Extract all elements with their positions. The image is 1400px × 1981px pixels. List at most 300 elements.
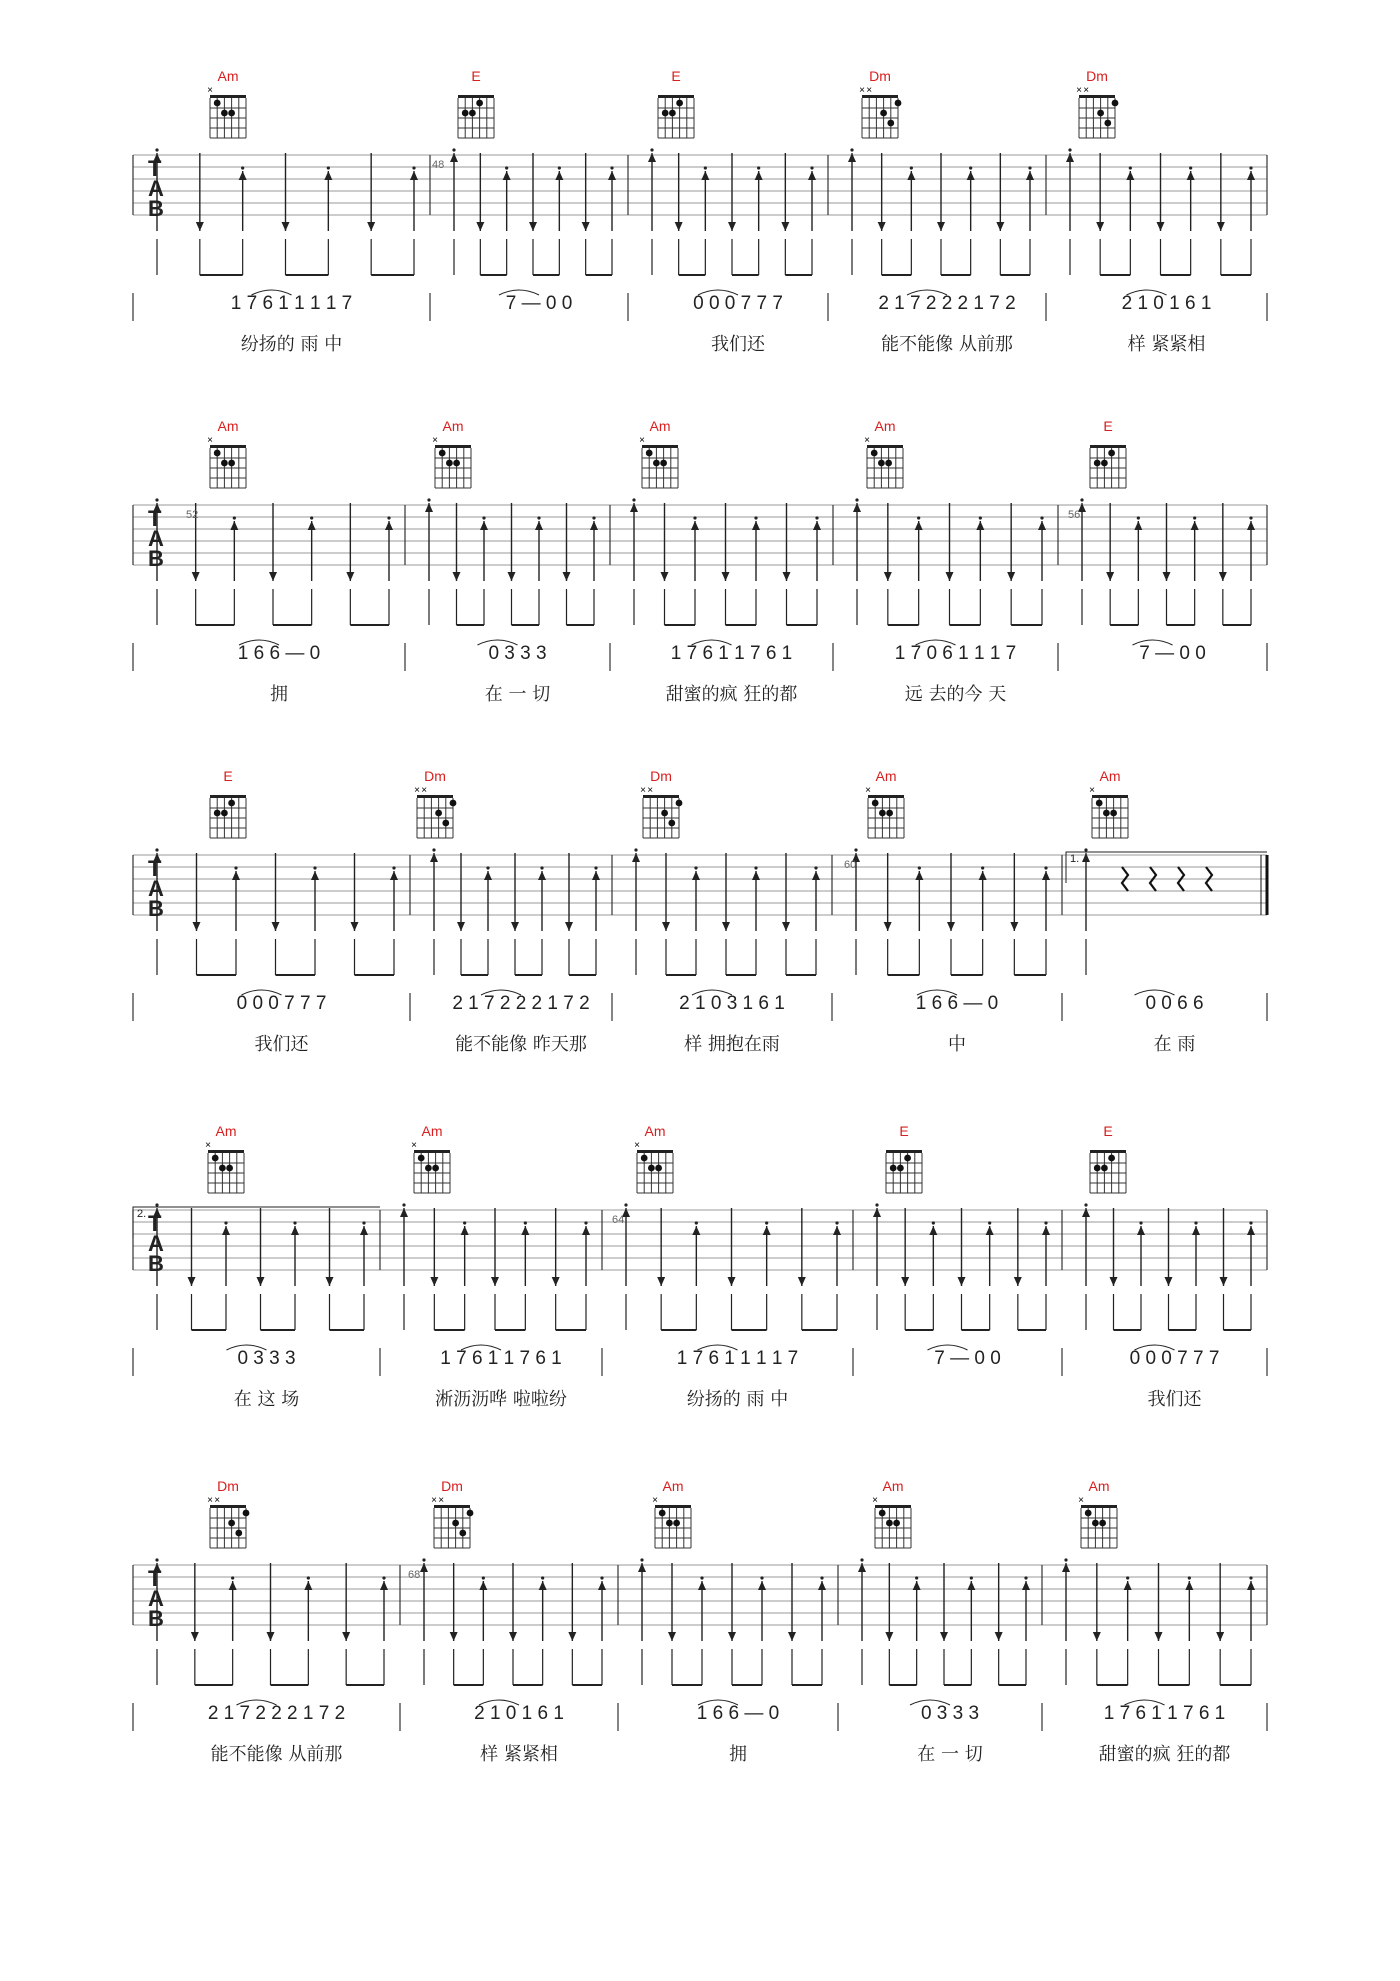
finger-dot: [666, 1520, 673, 1527]
strum-arrow-down: [1217, 222, 1225, 231]
mute-mark: ×: [207, 435, 213, 446]
strum-arrow-down: [788, 1632, 796, 1641]
tab-clef-letter: T: [148, 1566, 162, 1591]
strum-arrow-up: [538, 871, 546, 880]
finger-dot: [1097, 110, 1104, 117]
strum-dot: [594, 866, 597, 869]
chord-grid-line: [208, 1150, 244, 1153]
strum-arrow-down: [1165, 1277, 1173, 1286]
finger-dot: [879, 1510, 886, 1517]
strum-arrow-up: [1124, 1581, 1132, 1590]
chord-grid-line: [867, 445, 903, 448]
strum-arrow-down: [958, 1277, 966, 1286]
chord-name: Dm: [217, 1478, 239, 1494]
strum-arrow-down: [947, 922, 955, 931]
strum-arrow-up: [812, 871, 820, 880]
jianpu-measure: 2 1 7 2 2 2 1 7 2: [207, 1703, 346, 1724]
lyric-line: 淅沥沥哗 啦啦纷: [435, 1389, 567, 1410]
tab-clef: [148, 156, 164, 221]
strum-arrow-down: [661, 572, 669, 581]
mute-mark: ×: [214, 1495, 221, 1506]
strum-dot: [815, 516, 818, 519]
chord-diagram: [205, 1140, 244, 1193]
tab-clef-letter: A: [148, 526, 164, 551]
chord-name: Dm: [1086, 68, 1108, 84]
jianpu-measure: 0 3 3 3: [237, 1348, 296, 1369]
strum-arrow-down: [529, 222, 537, 231]
chord-name: Am: [644, 1123, 666, 1139]
jianpu-measure: 1 6 6 — 0: [696, 1703, 780, 1724]
strum-dot: [155, 1558, 158, 1561]
finger-dot: [1094, 1165, 1101, 1172]
mute-mark: ×: [431, 1495, 437, 1506]
mute-mark: ×: [872, 1495, 878, 1506]
measure-number: 64: [612, 1214, 625, 1226]
mute-mark: ×: [866, 85, 873, 96]
strum-arrow-up: [1042, 871, 1050, 880]
strum-dot: [1084, 1203, 1087, 1206]
lyric-line: 远 去的今 天: [904, 684, 1007, 705]
tab-clef: [148, 856, 164, 921]
finger-dot: [1108, 450, 1115, 457]
strum-arrow-up: [1192, 1226, 1200, 1235]
tab-clef-letter: A: [148, 1586, 164, 1611]
strum-arrow-down: [722, 572, 730, 581]
strum-dot: [155, 1203, 158, 1206]
strum-dot: [1193, 516, 1196, 519]
strum-arrow-up: [692, 871, 700, 880]
strum-arrow-down: [1093, 1632, 1101, 1641]
chord-grid-line: [642, 445, 678, 448]
strum-dot: [155, 848, 158, 851]
finger-dot: [219, 1165, 226, 1172]
strum-arrow-down: [1216, 1632, 1224, 1641]
chord-diagram: [634, 1140, 673, 1193]
finger-dot: [1094, 460, 1101, 467]
strum-arrow-up: [698, 1581, 706, 1590]
strum-arrow-up: [986, 1226, 994, 1235]
finger-dot: [439, 450, 446, 457]
strum-dot: [1044, 866, 1047, 869]
chord-diagram: [1076, 85, 1118, 138]
finger-dot: [890, 1165, 897, 1172]
strum-arrow-up: [461, 1226, 469, 1235]
chord-name: Dm: [869, 68, 891, 84]
strum-arrow-up: [1134, 521, 1142, 530]
strum-dot: [452, 148, 455, 151]
strum-arrow-down: [188, 1277, 196, 1286]
strum-dot: [524, 1221, 527, 1224]
chord-name: E: [223, 768, 233, 784]
finger-dot: [221, 110, 228, 117]
lyric-line: 能不能像 昨天那: [455, 1034, 587, 1055]
chord-grid-line: [435, 445, 471, 448]
strum-arrow-up: [1062, 1563, 1070, 1572]
chord-grid-line: [210, 445, 246, 448]
finger-dot: [1110, 810, 1117, 817]
finger-dot: [872, 800, 879, 807]
chord-diagram: [1090, 445, 1126, 488]
chord-grid-line: [210, 95, 246, 98]
strum-dot: [694, 866, 697, 869]
chord-grid-line: [658, 95, 694, 98]
mute-mark: ×: [411, 1140, 417, 1151]
strum-dot: [814, 866, 817, 869]
chord-grid-line: [458, 95, 494, 98]
jianpu-measure: 1 7 6 1 1 7 6 1: [1103, 1703, 1226, 1724]
strum-dot: [486, 866, 489, 869]
finger-dot: [453, 460, 460, 467]
strum-dot: [1044, 1221, 1047, 1224]
finger-dot: [418, 1155, 425, 1162]
mute-mark: ×: [1083, 85, 1090, 96]
jianpu-measure: 1 6 6 — 0: [237, 643, 321, 664]
chord-diagram: [859, 85, 901, 138]
strum-arrow-down: [450, 1632, 458, 1641]
strum-arrow-up: [858, 1563, 866, 1572]
jianpu-measure: 1 7 6 1 1 7 6 1: [670, 643, 793, 664]
jianpu-measure: 0 3 3 3: [920, 1703, 980, 1724]
strum-dot: [970, 1576, 973, 1579]
strum-arrow-down: [267, 1632, 275, 1641]
strum-arrow-down: [662, 922, 670, 931]
strum-dot: [1139, 1221, 1142, 1224]
finger-dot: [673, 1520, 680, 1527]
finger-dot: [214, 100, 221, 107]
strum-arrow-up: [304, 1581, 312, 1590]
strum-arrow-up: [701, 171, 709, 180]
strum-dot: [234, 866, 237, 869]
mute-mark: ×: [414, 785, 420, 796]
tab-clef: [148, 1566, 164, 1631]
chord-name: Am: [217, 68, 239, 84]
finger-dot: [904, 1155, 911, 1162]
strum-arrow-down: [722, 922, 730, 931]
mute-mark: ×: [432, 435, 438, 446]
strum-dot: [402, 1203, 405, 1206]
strum-dot: [463, 1221, 466, 1224]
strum-dot: [224, 1221, 227, 1224]
strum-arrow-up: [752, 521, 760, 530]
lyric-line: 甜蜜的疯 狂的都: [1098, 1744, 1231, 1765]
jianpu-measure: 2 1 7 2 2 2 1 7 2: [452, 993, 590, 1014]
strum-arrow-down: [346, 572, 354, 581]
strum-dot: [754, 866, 757, 869]
chord-diagram: [886, 1150, 922, 1193]
strum-arrow-up: [1185, 1581, 1193, 1590]
chord-diagram: [414, 785, 456, 838]
finger-dot: [459, 1530, 466, 1537]
strum-dot: [558, 166, 561, 169]
finger-dot: [895, 100, 902, 107]
mute-mark: ×: [421, 785, 428, 796]
strum-dot: [382, 1576, 385, 1579]
strum-arrow-down: [491, 1277, 499, 1286]
chord-diagram: [865, 785, 904, 838]
lyric-line: 纷扬的 雨 中: [240, 334, 343, 355]
finger-dot: [646, 450, 653, 457]
strum-arrow-down: [257, 1277, 265, 1286]
strum-dot: [1249, 166, 1252, 169]
strum-arrow-down: [351, 922, 359, 931]
chord-grid-line: [414, 1150, 450, 1153]
strum-arrow-up: [976, 521, 984, 530]
strum-dot: [918, 866, 921, 869]
strum-dot: [1249, 516, 1252, 519]
chord-grid-line: [875, 1505, 911, 1508]
measure-number: 52: [186, 509, 199, 521]
finger-dot: [1101, 460, 1108, 467]
finger-dot: [655, 1165, 662, 1172]
strum-dot: [293, 1221, 296, 1224]
strum-arrow-down: [728, 222, 736, 231]
finger-dot: [1085, 1510, 1092, 1517]
mute-mark: ×: [207, 85, 213, 96]
strum-dot: [241, 166, 244, 169]
jianpu-measure: 1 7 6 1 1 7 6 1: [440, 1348, 562, 1369]
strum-arrow-down: [1110, 1277, 1118, 1286]
finger-dot: [228, 110, 235, 117]
strum-dot: [632, 498, 635, 501]
chord-diagram: [1090, 1150, 1126, 1193]
lyric-line: 在 一 切: [917, 1744, 983, 1765]
strum-arrow-up: [979, 871, 987, 880]
strum-dot: [231, 1576, 234, 1579]
strum-arrow-down: [937, 222, 945, 231]
finger-dot: [668, 820, 675, 827]
tab-clef: [148, 1211, 164, 1276]
tab-clef-letter: B: [148, 1251, 164, 1276]
chord-diagram: [864, 435, 903, 488]
finger-dot: [450, 800, 457, 807]
finger-dot: [432, 1165, 439, 1172]
finger-dot: [885, 460, 892, 467]
chord-name: Am: [421, 1123, 443, 1139]
strum-arrow-up: [425, 503, 433, 512]
jianpu-measure: 7 — 0 0: [934, 1348, 1001, 1369]
lyric-line: 样 拥抱在雨: [684, 1034, 780, 1055]
finger-dot: [641, 1155, 648, 1162]
tab-clef-letter: A: [148, 176, 164, 201]
finger-dot: [435, 810, 442, 817]
strum-dot: [537, 516, 540, 519]
lyric-line: 我们还: [1147, 1389, 1202, 1410]
strum-arrow-up: [929, 1226, 937, 1235]
strum-arrow-up: [808, 171, 816, 180]
chord-name: Am: [1099, 768, 1121, 784]
strum-dot: [979, 516, 982, 519]
chord-name: Dm: [650, 768, 672, 784]
strum-dot: [540, 866, 543, 869]
tab-clef-letter: A: [148, 876, 164, 901]
lyric-line: 样 紧紧相: [480, 1744, 558, 1765]
strum-arrow-up: [521, 1226, 529, 1235]
strum-dot: [1040, 516, 1043, 519]
chord-name: E: [471, 68, 481, 84]
strum-arrow-up: [1137, 1226, 1145, 1235]
strum-dot: [541, 1576, 544, 1579]
mute-mark: ×: [864, 435, 870, 446]
tab-clef-letter: T: [148, 156, 162, 181]
strum-arrow-up: [763, 1226, 771, 1235]
lyric-line: 拥: [729, 1744, 747, 1765]
chord-name: Dm: [441, 1478, 463, 1494]
strum-arrow-down: [563, 572, 571, 581]
finger-dot: [887, 120, 894, 127]
chord-diagram: [458, 95, 494, 138]
strum-arrow-up: [638, 1563, 646, 1572]
strum-arrow-down: [1163, 572, 1171, 581]
jianpu-measure: 0 0 0 7 7 7: [236, 993, 327, 1014]
chord-diagram: [639, 435, 678, 488]
jianpu-measure: 2 1 0 1 6 1: [474, 1703, 564, 1724]
strum-arrow-up: [1247, 1581, 1255, 1590]
chord-name: Am: [662, 1478, 684, 1494]
strum-arrow-down: [508, 572, 516, 581]
chord-name: Am: [874, 418, 896, 434]
strum-dot: [917, 516, 920, 519]
strum-arrow-up: [692, 1226, 700, 1235]
finger-dot: [467, 1510, 474, 1517]
tab-clef: [148, 506, 164, 571]
strum-dot: [855, 498, 858, 501]
strum-arrow-up: [380, 1581, 388, 1590]
chord-name: Am: [217, 418, 239, 434]
jianpu-measure: 1 7 0 6 1 1 1 7: [894, 643, 1017, 664]
finger-dot: [676, 800, 683, 807]
strum-arrow-up: [291, 1226, 299, 1235]
jianpu-measure: 0 3 3 3: [488, 643, 547, 664]
strum-arrow-down: [568, 1632, 576, 1641]
finger-dot: [871, 450, 878, 457]
chord-grid-line: [1090, 445, 1126, 448]
strum-arrow-up: [230, 521, 238, 530]
strum-arrow-down: [798, 1277, 806, 1286]
strum-dot: [387, 516, 390, 519]
strum-arrow-up: [1082, 853, 1090, 862]
strum-dot: [693, 516, 696, 519]
strum-arrow-up: [385, 521, 393, 530]
mute-mark: ×: [859, 85, 865, 96]
strum-dot: [915, 1576, 918, 1579]
strum-arrow-up: [1126, 171, 1134, 180]
strum-dot: [584, 1221, 587, 1224]
strum-arrow-down: [1220, 1277, 1228, 1286]
strum-dot: [875, 1203, 878, 1206]
strum-arrow-down: [269, 572, 277, 581]
finger-dot: [661, 810, 668, 817]
finger-dot: [886, 1520, 893, 1527]
finger-dot: [878, 460, 885, 467]
chord-diagram: [658, 95, 694, 138]
strum-arrow-down: [191, 1632, 199, 1641]
jianpu-measure: 0 0 0 7 7 7: [693, 293, 783, 314]
mute-mark: ×: [438, 1495, 445, 1506]
chord-grid-line: [210, 795, 246, 798]
chord-grid-line: [637, 1150, 673, 1153]
jianpu-measure: 7 — 0 0: [1139, 643, 1206, 664]
strum-arrow-up: [232, 871, 240, 880]
strum-arrow-up: [755, 171, 763, 180]
mute-mark: ×: [1076, 85, 1082, 96]
strum-dot: [835, 1221, 838, 1224]
tab-clef-letter: B: [148, 1606, 164, 1631]
finger-dot: [653, 460, 660, 467]
strum-arrow-up: [324, 171, 332, 180]
strum-arrow-down: [783, 572, 791, 581]
strum-dot: [592, 516, 595, 519]
strum-arrow-down: [657, 1277, 665, 1286]
strum-dot: [155, 498, 158, 501]
tab-clef-letter: T: [148, 1211, 162, 1236]
strum-arrow-up: [1022, 1581, 1030, 1590]
jianpu-measure: 0 0 0 7 7 7: [1129, 1348, 1220, 1369]
strum-arrow-up: [239, 171, 247, 180]
strum-dot: [1189, 166, 1192, 169]
strum-arrow-up: [484, 871, 492, 880]
finger-dot: [452, 1520, 459, 1527]
strum-arrow-down: [884, 572, 892, 581]
lyric-line: 在 雨: [1153, 1034, 1196, 1055]
strum-arrow-down: [940, 1632, 948, 1641]
strum-arrow-down: [884, 922, 892, 931]
strum-dot: [981, 866, 984, 869]
strum-arrow-down: [367, 222, 375, 231]
strum-dot: [624, 1203, 627, 1206]
finger-dot: [1104, 120, 1111, 127]
strum-dot: [422, 1558, 425, 1561]
mute-mark: ×: [639, 435, 645, 446]
strum-arrow-down: [193, 922, 201, 931]
strum-dot: [820, 1576, 823, 1579]
tab-clef-letter: T: [148, 506, 162, 531]
chord-name: Am: [875, 768, 897, 784]
strum-arrow-up: [1187, 171, 1195, 180]
finger-dot: [1103, 810, 1110, 817]
strum-dot: [482, 516, 485, 519]
jianpu-measure: 2 1 0 3 1 6 1: [679, 993, 785, 1014]
strum-dot: [392, 866, 395, 869]
jianpu-measure: 1 7 6 1 1 1 1 7: [676, 1348, 799, 1369]
lyric-line: 纷扬的 雨 中: [686, 1389, 789, 1410]
strum-dot: [1137, 516, 1140, 519]
mute-mark: ×: [205, 1140, 211, 1151]
jianpu-measure: 1 7 6 1 1 1 1 7: [230, 293, 353, 314]
finger-dot: [879, 810, 886, 817]
strum-arrow-down: [728, 1277, 736, 1286]
strum-dot: [362, 1221, 365, 1224]
lyric-line: 在 一 切: [484, 684, 551, 705]
strum-dot: [1080, 498, 1083, 501]
strum-arrow-down: [457, 922, 465, 931]
strum-arrow-down: [192, 572, 200, 581]
strum-arrow-up: [1247, 521, 1255, 530]
strum-arrow-up: [1191, 521, 1199, 530]
strum-arrow-down: [1007, 572, 1015, 581]
chord-diagram: [872, 1495, 911, 1548]
strum-dot: [1064, 1558, 1067, 1561]
strum-arrow-down: [565, 922, 573, 931]
strum-arrow-up: [222, 1226, 230, 1235]
strum-dot: [432, 848, 435, 851]
mute-mark: ×: [647, 785, 654, 796]
mute-mark: ×: [640, 785, 646, 796]
strum-arrow-down: [782, 922, 790, 931]
finger-dot: [648, 1165, 655, 1172]
strum-dot: [1188, 1576, 1191, 1579]
strum-dot: [640, 1558, 643, 1561]
strum-arrow-down: [946, 572, 954, 581]
